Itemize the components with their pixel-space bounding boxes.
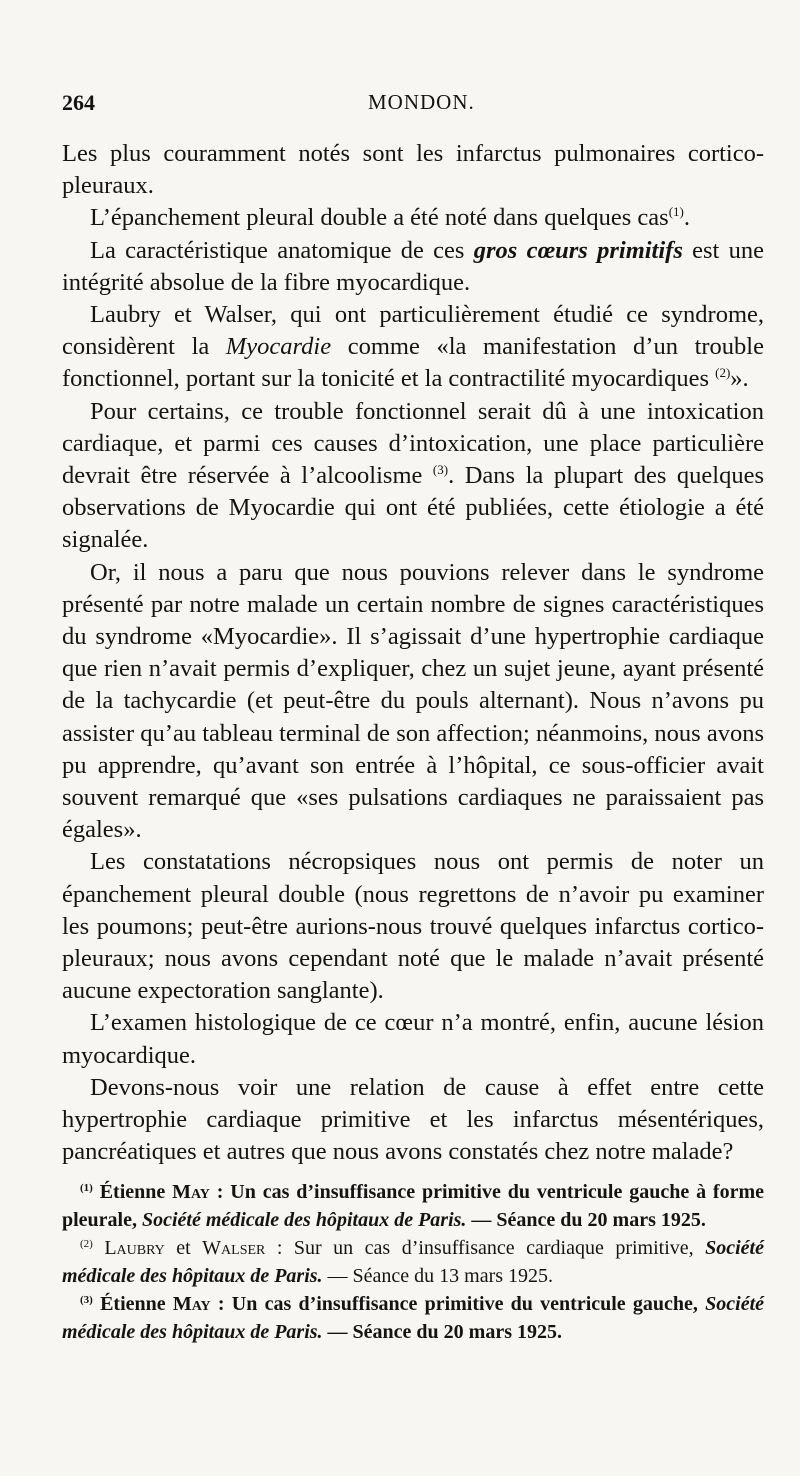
paragraph-1: Les plus couramment notés sont les infarctus pulmonaires cortico-pleuraux. bbox=[62, 140, 764, 200]
emphasis: Myocardie bbox=[225, 333, 332, 361]
footnote-1: $^{(1)}$ Étienne May : Un cas d’insuffisance primitive du ventricule gauche à forme pleurale, Société médicale des hôpitaux de Paris. — Séance du 20 mars 1925. bbox=[62, 1181, 764, 1231]
footnote-2: $^{(2)}$ Laubry et Walser : Sur un cas d’insuffisance cardiaque primitive, Société médicale des hôpitaux de Paris. — Séance du 13 mars 1925. bbox=[62, 1237, 764, 1287]
footnote-ref-2[interactable]: (2) bbox=[715, 365, 731, 381]
paragraph-4: Laubry et Walser, qui ont particulièrement étudié ce syndrome, considèrent la Myocardie comme «la manifestation d’un trouble fonctionnel, portant sur la tonicité et la contractilité myocardiques $^{(2)}$». bbox=[62, 301, 764, 393]
footnote-ref-1[interactable]: (1) bbox=[668, 204, 684, 220]
footnote-3: $^{(3)}$ Étienne May : Un cas d’insuffisance primitive du ventricule gauche, Société médicale des hôpitaux de Paris. — Séance du 20 mars 1925. bbox=[62, 1293, 765, 1343]
emphasis: gros cœurs primitifs bbox=[473, 236, 683, 264]
paragraph-8: L’examen histologique de ce cœur n’a montré, enfin, aucune lésion myocardique. bbox=[62, 1009, 764, 1069]
paragraph-9: Devons-nous voir une relation de cause à effet entre cette hypertrophie cardiaque primitive et les infarctus mésentériques, pancréatiques et autres que nous avons constatés chez notre malade? bbox=[62, 1073, 764, 1166]
paragraph-7: Les constatations nécropsiques nous ont permis de noter un épanchement pleural double (nous regrettons de n’avoir pu examiner les poumons; peut-être aurions-nous trouvé quelques infarctus cortico-pleuraux; nous avons cependant noté que le malade n’avait présenté aucune expectoration sanglante). bbox=[62, 848, 764, 1005]
main-text bbox=[62, 138, 764, 1169]
paragraph-2: L’épanchement pleural double a été noté dans quelques cas$^{(1)}$. bbox=[90, 204, 691, 232]
page-header bbox=[62, 90, 742, 126]
page-number: 264 bbox=[62, 90, 95, 115]
footnote-ref-3[interactable]: (3) bbox=[432, 462, 449, 478]
paragraph-5: Pour certains, ce trouble fonctionnel serait dû à une intoxication cardiaque, et parmi ces causes d’intoxication, une place particulière devrait être réservée à l’alcoolisme $^{(3)}$. Dans la plupart des quelques observations de Myocardie qui ont été publiées, cette étiologie a été signalée. bbox=[62, 397, 764, 554]
footnotes bbox=[62, 1178, 764, 1346]
running-title: MONDON. bbox=[368, 90, 475, 114]
paragraph-3: La caractéristique anatomique de ces gros cœurs primitifs est une intégrité absolue de la fibre myocardique. bbox=[62, 236, 765, 296]
paragraph-6: Or, il nous a paru que nous pouvions relever dans le syndrome présenté par notre malade un certain nombre de signes caractéristiques du syndrome «Myocardie». Il s’agissait d’une hypertrophie cardiaque que rien n’avait permis d’expliquer, chez un sujet jeune, ayant présenté de la tachycardie (et peut-être du pouls alternant). Nous n’avons pu assister qu’au tableau terminal de son affection; néanmoins, nous avons pu apprendre, qu’avant son entrée à l’hôpital, ce sous-officier avait souvent remarqué que «ses pulsations cardiaques ne paraissaient pas égales». bbox=[62, 558, 764, 844]
